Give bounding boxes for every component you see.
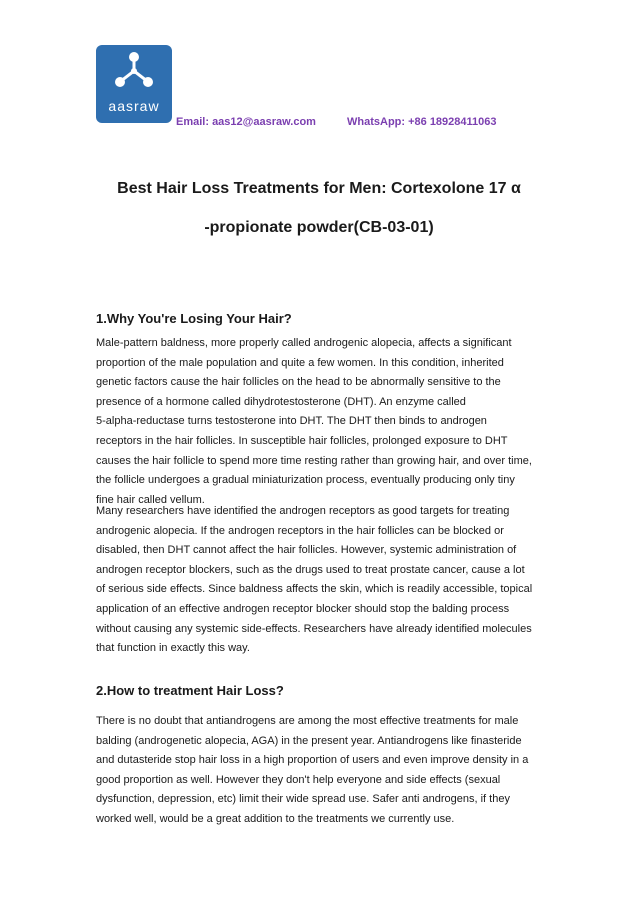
text-line: good proportion as well. However they don't help everyone and side effects (sexual <box>96 773 501 786</box>
text-line: the follicle undergoes a gradual miniaturization process, eventually producing only tiny <box>96 474 515 487</box>
text-line: proportion of the male population and quite a few women. In this condition, inherited <box>96 356 504 369</box>
text-line: dysfunction, depression, etc) limit their wide spread use. Safer anti androgens, if they <box>96 793 510 806</box>
text-line: There is no doubt that antiandrogens are among the most effective treatments for male <box>96 715 519 727</box>
text-line: Many researchers have identified the androgen receptors as good targets for treating <box>96 505 510 517</box>
contact-email[interactable]: Email: aas12@aasraw.com <box>176 116 316 128</box>
page-title-line1: Best Hair Loss Treatments for Men: Cortexolone 17 α <box>117 180 521 197</box>
molecule-icon <box>96 45 172 105</box>
section1-paragraph1 <box>96 334 546 510</box>
text-line: 5-alpha-reductase turns testosterone into DHT. The DHT then binds to androgen <box>96 415 487 428</box>
text-line: application of an effective androgen receptor blocker should stop the balding process <box>96 602 510 615</box>
text-line: presence of a hormone called dihydrotestosterone (DHT). An enzyme called <box>96 395 466 408</box>
text-line: receptors in the hair follicles. In susceptible hair follicles, prolonged exposure to DHT <box>96 434 508 447</box>
aasraw-logo <box>96 45 172 123</box>
text-line: Male-pattern baldness, more properly called androgenic alopecia, affects a significant <box>96 337 512 349</box>
text-line: androgenic alopecia. If the androgen receptors in the hair follicles can be blocked or <box>96 524 504 537</box>
text-line: of serious side effects. Since baldness affects the skin, which is readily accessible, topical <box>96 583 533 596</box>
text-line: genetic factors cause the hair follicles on the head to be abnormally sensitive to the <box>96 376 501 389</box>
section1-heading: 1.Why You're Losing Your Hair? <box>96 311 292 326</box>
text-line: and dutasteride stop hair loss in a high proportion of users and even improve density in a <box>96 754 529 767</box>
contact-whatsapp[interactable]: WhatsApp: +86 18928411063 <box>347 116 497 128</box>
section2-paragraph1 <box>96 712 546 830</box>
text-line: androgen receptor blockers, such as the drugs used to treat prostate cancer, cause a lot <box>96 563 525 576</box>
text-line: causes the hair follicle to spend more time resting rather than growing hair, and over time, <box>96 454 532 467</box>
text-line: balding (androgenetic alopecia, AGA) in the present year. Antiandrogens like finasteride <box>96 734 522 747</box>
section2-heading: 2.How to treatment Hair Loss? <box>96 683 284 698</box>
page-title-line2: -propionate powder(CB-03-01) <box>204 219 434 236</box>
text-line: worked well, would be a great addition to the treatments we currently use. <box>96 812 455 825</box>
text-line: without causing any systemic side-effects. Researchers have already identified molecules <box>96 622 532 635</box>
logo-text: aasraw <box>108 98 160 114</box>
text-line: disabled, then DHT cannot affect the hair follicles. However, systemic administration of <box>96 544 517 557</box>
text-line: fine hair called vellum. <box>96 493 205 506</box>
text-line: that function in exactly this way. <box>96 642 250 655</box>
section1-paragraph2 <box>96 502 546 659</box>
